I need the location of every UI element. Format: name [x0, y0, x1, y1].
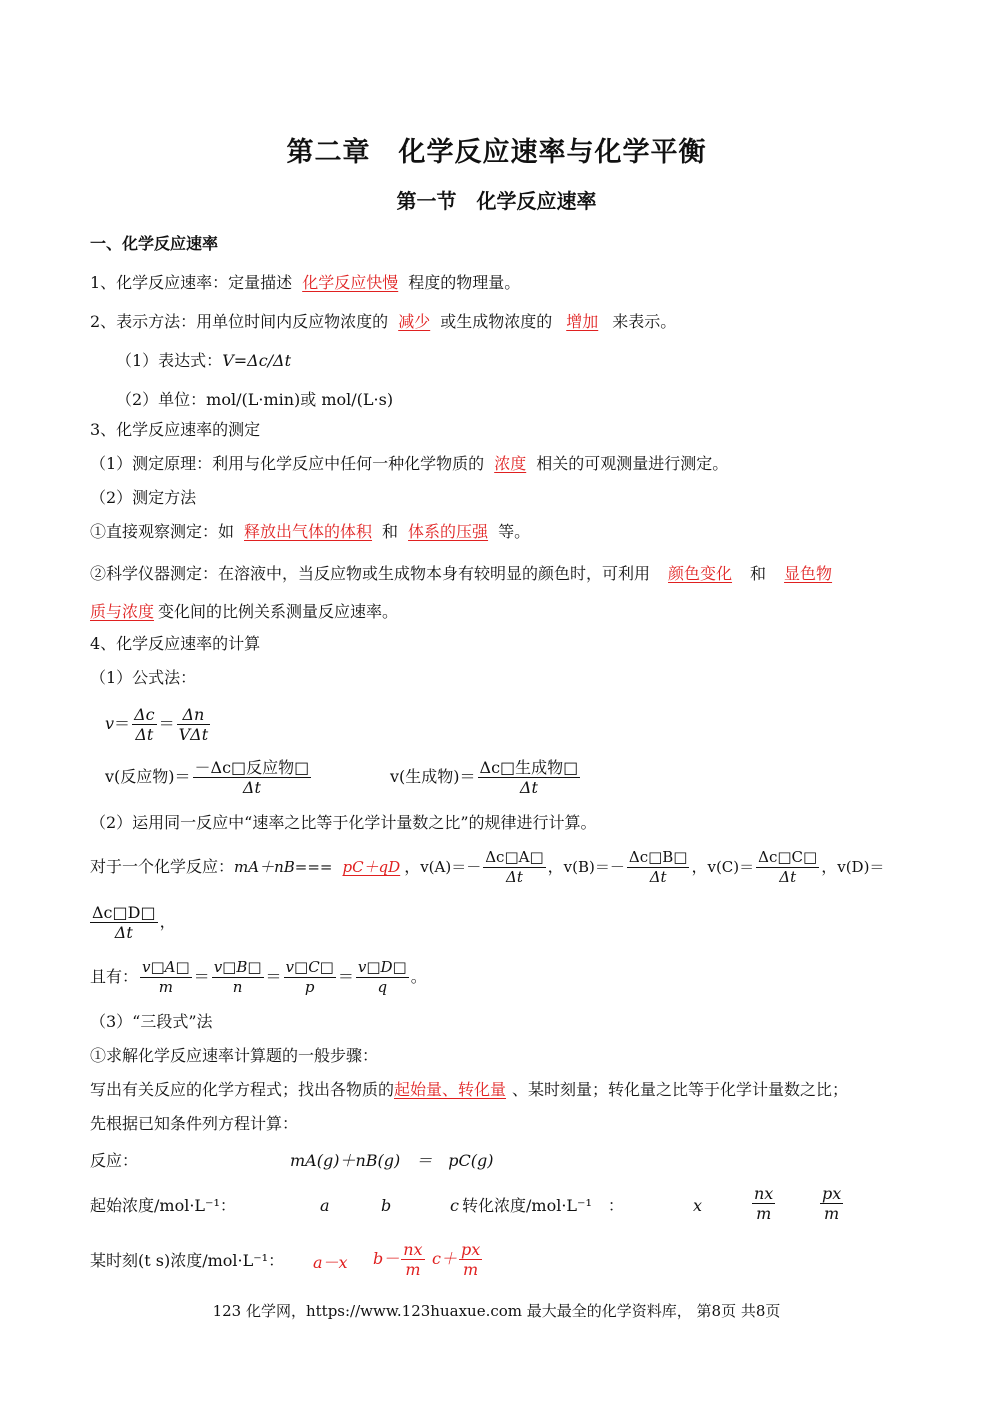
instrument-line-2: 质与浓度 变化间的比例关系测量反应速率。	[90, 602, 399, 621]
reactant-rate-formula: v(反应物)＝ $\frac{\text{－Δc□反应物□}}{\Delta t}$	[105, 758, 310, 797]
answer-blank: 增加	[566, 312, 599, 331]
moment-b: b－ $\frac{nx}{m}$	[373, 1240, 423, 1279]
steps-line: 写出有关反应的化学方程式；找出各物质的起始量、转化量 、某时刻量；转化量之比等于化学计量数之比；	[90, 1080, 849, 1099]
converted-x: x	[693, 1196, 703, 1215]
expression-line: （1）表达式：V=Δc/Δt	[116, 351, 292, 370]
paragraph-2: 2、表示方法：用单位时间内反应物浓度的 减少 或生成物浓度的 增加 来表示。	[90, 312, 677, 331]
steps-heading: ①求解化学反应速率计算题的一般步骤：	[90, 1046, 379, 1065]
moment-c: c＋ $\frac{px}{m}$	[432, 1240, 481, 1279]
paragraph-1: 1、化学反应速率：定量描述 化学反应快慢 程度的物理量。	[90, 273, 521, 292]
method-heading: （2）测定方法	[90, 488, 197, 507]
answer-blank: 化学反应快慢	[302, 273, 399, 292]
initial-concentration-label: 起始浓度/mol·L⁻¹：	[90, 1196, 236, 1215]
direct-observation-line: ①直接观察测定：如 释放出气体的体积 和 体系的压强 等。	[90, 522, 531, 541]
answer-blank: 体系的压强	[408, 522, 489, 541]
answer-blank: 颜色变化	[668, 564, 733, 583]
reaction-rate-equations: 对于一个化学反应：mA＋nB=== pC＋qD ，v(A)＝－ $\frac{\Delta c□A□}{\Delta t}$ ，v(B)＝－ $\frac{\Delta c□B□}{\Delta t}$ ，v(C)＝ $\frac{\Delta c□C□}{\Delta t}$ ，v(D)＝	[90, 848, 885, 886]
page-footer: 123 化学网，https://www.123huaxue.com 最大最全的化学资料库， 第8页 共8页	[212, 1302, 781, 1320]
moment-concentration-label: 某时刻(t s)浓度/mol·L⁻¹：	[90, 1251, 285, 1270]
instrument-line-1: ②科学仪器测定：在溶液中，当反应物或生成物本身有较明显的颜色时，可利用 颜色变化 和 显色物	[90, 564, 833, 583]
formula-method-heading: （1）公式法：	[90, 668, 197, 687]
answer-blank: 起始量、转化量	[394, 1080, 507, 1099]
section-title: 第一节 化学反应速率	[396, 189, 597, 213]
unit-line: （2）单位：mol/(L·min)或 mol/(L·s)	[116, 390, 394, 409]
converted-concentration-label: 转化浓度/mol·L⁻¹ ：	[462, 1196, 624, 1215]
converted-px-m: $\frac{px}{m}$	[822, 1184, 842, 1223]
ratio-equation: 且有： $\frac{v□A□}{m}$ ＝ $\frac{v□B□}{n}$ ＝ $\frac{v□C□}{p}$ ＝ $\frac{v□D□}{q}$ 。	[90, 958, 427, 996]
initial-c: c	[450, 1196, 459, 1215]
product-rate-formula: v(生成物)＝ $\frac{\text{Δc□生成物□}}{\Delta t}$	[390, 758, 579, 797]
paragraph-3: 3、化学反应速率的测定	[90, 420, 261, 439]
principle-line: （1）测定原理：利用与化学反应中任何一种化学物质的 浓度 相关的可观测量进行测定。	[90, 454, 729, 473]
ratio-rule-line: （2）运用同一反应中“速率之比等于化学计量数之比”的规律进行计算。	[90, 813, 597, 832]
converted-nx-m: $\frac{nx}{m}$	[754, 1184, 774, 1223]
table-reaction-equation: mA(g)＋nB(g) ＝ pC(g)	[290, 1151, 494, 1170]
calc-line: 先根据已知条件列方程计算：	[90, 1114, 299, 1133]
vd-fraction: $\frac{\Delta c□D□}{\Delta t}$ ，	[92, 903, 176, 942]
moment-a: a－x	[313, 1253, 348, 1272]
answer-blank: 质与浓度	[90, 602, 155, 621]
answer-blank: 减少	[398, 312, 431, 331]
section-heading: 一、化学反应速率	[90, 234, 219, 253]
paragraph-4: 4、化学反应速率的计算	[90, 634, 261, 653]
initial-a: a	[320, 1196, 330, 1215]
answer-blank: 浓度	[494, 454, 527, 473]
rate-formula: v＝ $\frac{\Delta c}{\Delta t}$ ＝ $\frac{\Delta n}{\text{VΔt}}$	[105, 705, 209, 744]
three-step-heading: （3）“三段式”法	[90, 1012, 213, 1031]
answer-blank: 释放出气体的体积	[244, 522, 373, 541]
chapter-title: 第二章 化学反应速率与化学平衡	[286, 137, 707, 168]
table-reaction-label: 反应：	[90, 1151, 139, 1170]
initial-b: b	[381, 1196, 392, 1215]
answer-blank: pC＋qD	[342, 858, 401, 876]
answer-blank: 显色物	[784, 564, 833, 583]
